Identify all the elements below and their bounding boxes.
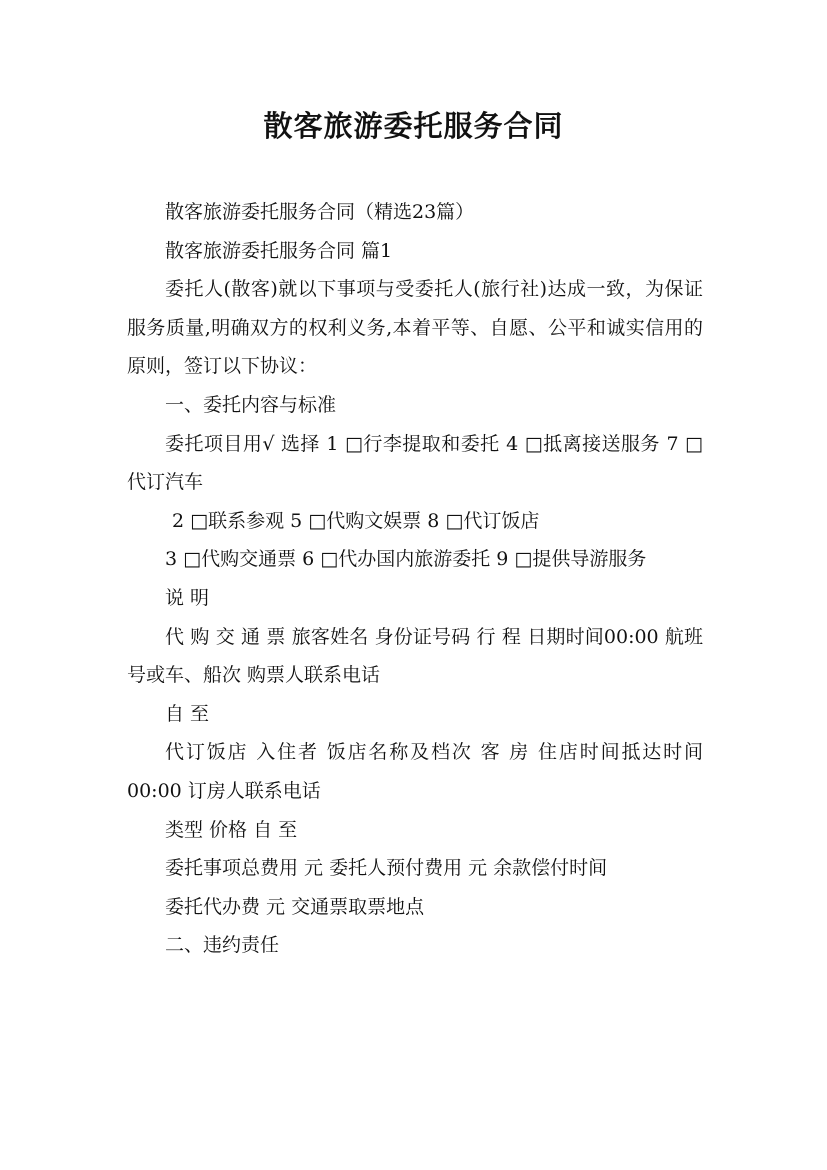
explanation-heading: 说 明 <box>165 586 210 609</box>
hotel-fields-paragraph: 代订饭店 入住者 饭店名称及档次 客 房 住店时间抵达时间00:00 订房人联系电话 <box>127 741 703 802</box>
ticket-range-paragraph: 自 至 <box>165 702 210 725</box>
document-body <box>127 193 703 965</box>
options-row-1: 委托项目用√ 选择 1 □行李提取和委托 4 □抵离接送服务 7 □代订汽车 <box>127 432 703 494</box>
options-row-3: 3 □代购交通票 6 □代办国内旅游委托 9 □提供导游服务 <box>165 548 647 571</box>
intro-paragraph: 委托人(散客)就以下事项与受委托人(旅行社)达成一致，为保证服务质量,明确双方的权利义务,本着平等、自愿、公平和诚实信用的原则，签订以下协议： <box>127 278 703 378</box>
fees-paragraph: 委托事项总费用 元 委托人预付费用 元 余款偿付时间 <box>165 857 608 880</box>
section-heading-paragraph: 散客旅游委托服务合同 篇1 <box>165 239 393 262</box>
options-row-2: 2 □联系参观 5 □代购文娱票 8 □代订饭店 <box>172 509 540 532</box>
clause-heading-1: 一、委托内容与标准 <box>165 393 337 416</box>
ticket-fields-paragraph: 代 购 交 通 票 旅客姓名 身份证号码 行 程 日期时间00:00 航班号或车、船次 购票人联系电话 <box>127 625 703 687</box>
agency-fee-paragraph: 委托代办费 元 交通票取票地点 <box>165 895 425 918</box>
clause-heading-2: 二、违约责任 <box>165 934 280 957</box>
document-title: 散客旅游委托服务合同 <box>263 109 564 143</box>
hotel-range-paragraph: 类型 价格 自 至 <box>165 818 298 841</box>
subtitle-paragraph: 散客旅游委托服务合同（精选23篇） <box>165 201 475 223</box>
